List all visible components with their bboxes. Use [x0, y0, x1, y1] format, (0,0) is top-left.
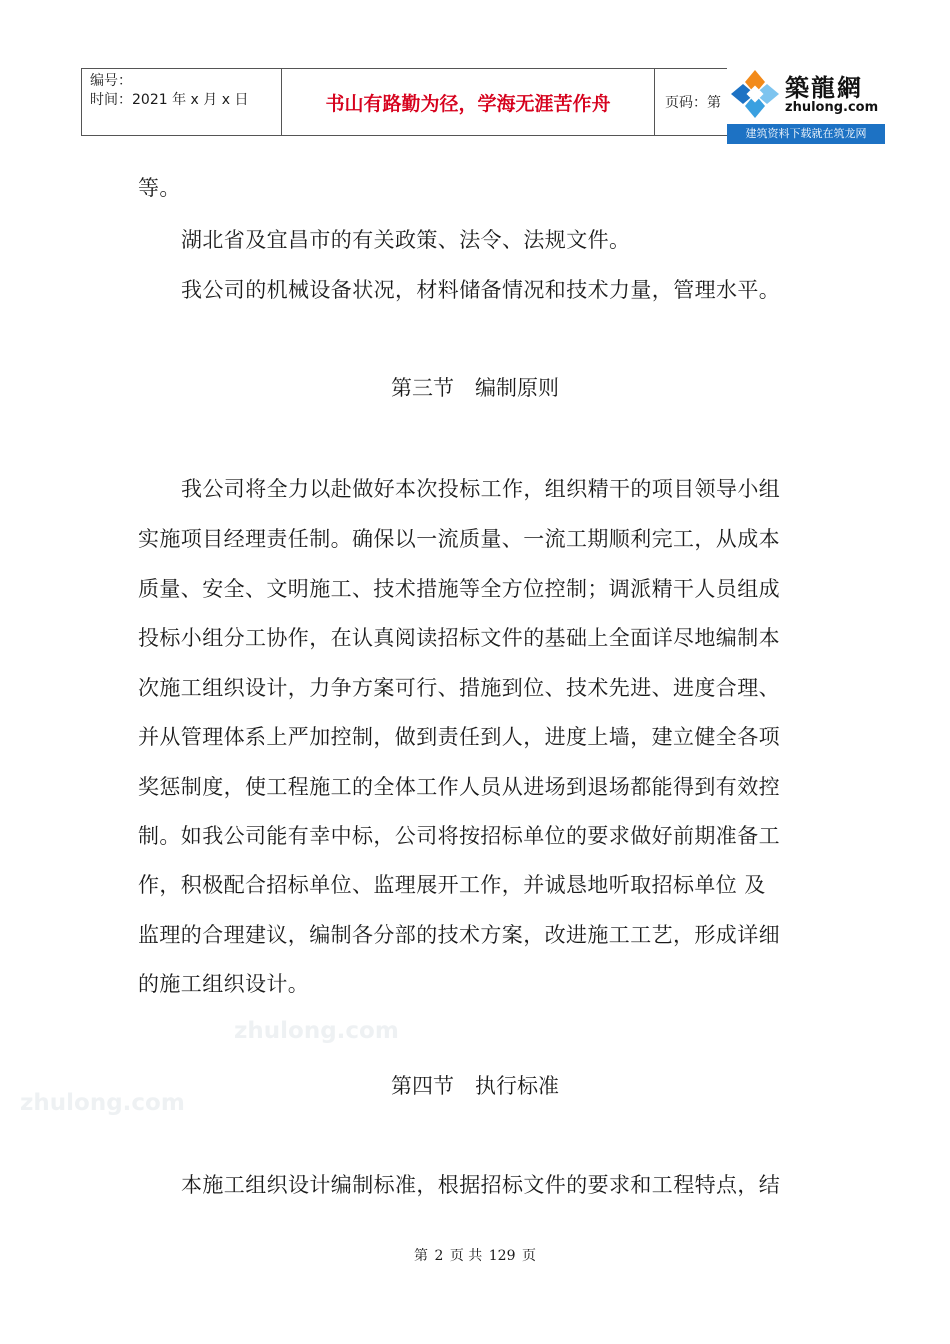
document-number-label: 编号：: [90, 73, 132, 89]
header-motto-cell: [282, 69, 655, 135]
paragraph-company-capacity: 我公司的机械设备状况，材料储备情况和技术力量，管理水平。: [181, 278, 781, 302]
section-3-line: 质量、安全、文明施工、技术措施等全方位控制；调派精干人员组成: [138, 577, 780, 601]
section-3-line: 作，积极配合招标单位、监理展开工作，并诚恳地听取招标单位 及: [138, 873, 766, 897]
watermark: zhulong.com: [234, 1018, 399, 1044]
header-info-cell: [82, 69, 282, 135]
header-page-label: 页码：第: [665, 95, 721, 111]
section-4-heading: 第四节 执行标准: [391, 1074, 559, 1098]
section-3-line: 我公司将全力以赴做好本次投标工作，组织精干的项目领导小组: [181, 477, 781, 501]
section-3-line: 制。如我公司能有幸中标，公司将按招标单位的要求做好前期准备工: [138, 824, 780, 848]
section-3-line: 并从管理体系上严加控制，做到责任到人，进度上墙，建立健全各项: [138, 725, 780, 749]
zhulong-logo: [727, 64, 885, 144]
section-3-line: 监理的合理建议，编制各分部的技术方案，改进施工工艺，形成详细: [138, 923, 780, 947]
zhulong-logo-icon: [729, 68, 781, 120]
section-3-line: 次施工组织设计，力争方案可行、措施到位、技术先进、进度合理、: [138, 676, 780, 700]
section-3-heading: 第三节 编制原则: [391, 376, 559, 400]
watermark: zhulong.com: [20, 1090, 185, 1116]
section-3-line: 奖惩制度，使工程施工的全体工作人员从进场到退场都能得到有效控: [138, 775, 780, 799]
section-3-line: 的施工组织设计。: [138, 972, 310, 996]
document-time-label: 时间：2021 年 x 月 x 日: [90, 92, 249, 108]
section-3-line: 实施项目经理责任制。确保以一流质量、一流工期顺利完工，从成本: [138, 527, 780, 551]
paragraph-policies: 湖北省及宜昌市的有关政策、法令、法规文件。: [181, 228, 631, 252]
footer-prefix: 第: [414, 1248, 429, 1264]
footer-mid: 页 共: [449, 1248, 483, 1264]
footer-suffix: 页: [521, 1248, 536, 1264]
continued-line: 等。: [138, 176, 181, 200]
footer-page-number: 2: [434, 1248, 444, 1264]
footer-total-pages: 129: [488, 1248, 516, 1264]
logo-name-cn: 築龍網: [785, 74, 863, 102]
section-4-line: 本施工组织设计编制标准，根据招标文件的要求和工程特点，结: [181, 1173, 781, 1197]
header-motto: 书山有路勤为径，学海无涯苦作舟: [325, 92, 611, 115]
logo-site: zhulong.com: [785, 100, 879, 115]
section-3-line: 投标小组分工协作，在认真阅读招标文件的基础上全面详尽地编制本: [138, 626, 780, 650]
page-footer: [0, 1245, 950, 1265]
logo-tagline: 建筑资料下载就在筑龙网: [727, 124, 885, 144]
